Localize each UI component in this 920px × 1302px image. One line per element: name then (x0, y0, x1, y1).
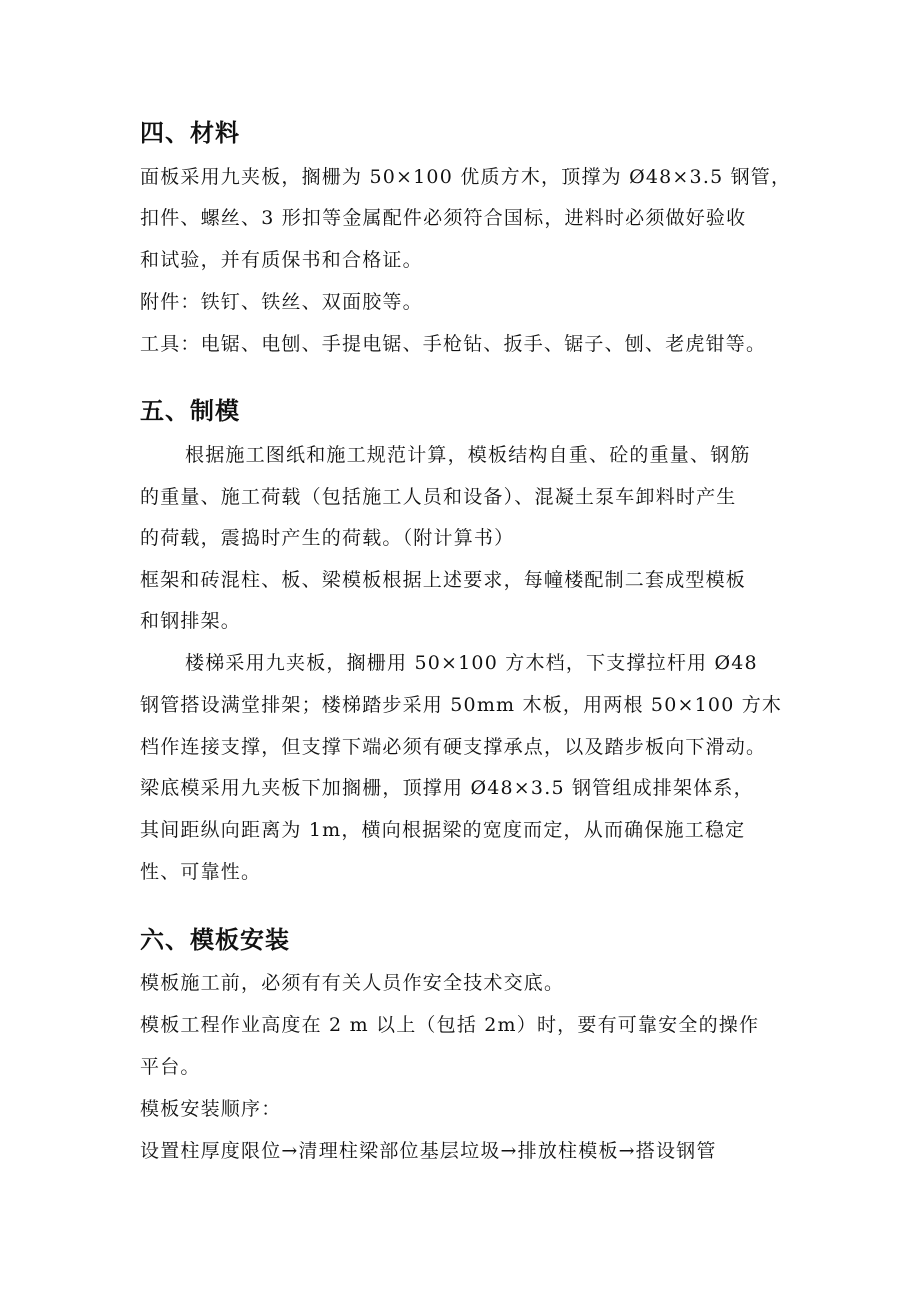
section-heading-fabrication: 五、制模 (140, 396, 240, 425)
paragraph-line: 钢管搭设满堂排架；楼梯踏步采用 50mm 木板，用两根 50×100 方木 (140, 694, 783, 716)
paragraph-line: 其间距纵向距离为 1m，横向根据梁的宽度而定，从而确保施工稳定 (140, 819, 746, 841)
paragraph-line: 附件：铁钉、铁丝、双面胶等。 (140, 291, 423, 313)
section-heading-materials: 四、材料 (140, 118, 240, 147)
paragraph-line: 面板采用九夹板，搁栅为 50×100 优质方木，顶撑为 Ø48×3.5 钢管， (140, 166, 792, 188)
paragraph-line: 的荷载，震捣时产生的荷载。（附计算书） (140, 527, 515, 549)
paragraph-line: 设置柱厚度限位→清理柱梁部位基层垃圾→排放柱模板→搭设钢管 (140, 1140, 717, 1162)
paragraph-line: 模板工程作业高度在 2 m 以上（包括 2m）时，要有可靠安全的操作 (140, 1014, 760, 1036)
paragraph-line: 的重量、施工荷载（包括施工人员和设备）、混凝土泵车卸料时产生 (140, 486, 737, 508)
paragraph-line: 和钢排架。 (140, 610, 242, 632)
paragraph-line: 梁底模采用九夹板下加搁栅，顶撑用 Ø48×3.5 钢管组成排架体系， (140, 777, 754, 799)
paragraph-line: 平台。 (140, 1056, 201, 1078)
paragraph-line: 工具：电锯、电刨、手提电锯、手枪钻、扳手、锯子、刨、老虎钳等。 (140, 333, 767, 355)
paragraph-line: 和试验，并有质保书和合格证。 (140, 249, 423, 271)
paragraph-line: 扣件、螺丝、3 形扣等金属配件必须符合国标，进料时必须做好验收 (140, 207, 747, 229)
paragraph-line: 性、可靠性。 (140, 861, 262, 883)
paragraph-line: 模板安装顺序： (140, 1098, 282, 1120)
paragraph-line: 根据施工图纸和施工规范计算，模板结构自重、砼的重量、钢筋 (185, 444, 751, 466)
paragraph-line: 框架和砖混柱、板、梁模板根据上述要求，每幢楼配制二套成型模板 (140, 569, 747, 591)
paragraph-line: 档作连接支撑，但支撑下端必须有硬支撑承点，以及踏步板向下滑动。 (140, 736, 767, 758)
paragraph-line: 模板施工前，必须有有关人员作安全技术交底。 (140, 972, 565, 994)
section-heading-installation: 六、模板安装 (140, 925, 290, 954)
paragraph-line: 楼梯采用九夹板，搁栅用 50×100 方木档，下支撑拉杆用 Ø48 (185, 652, 758, 674)
